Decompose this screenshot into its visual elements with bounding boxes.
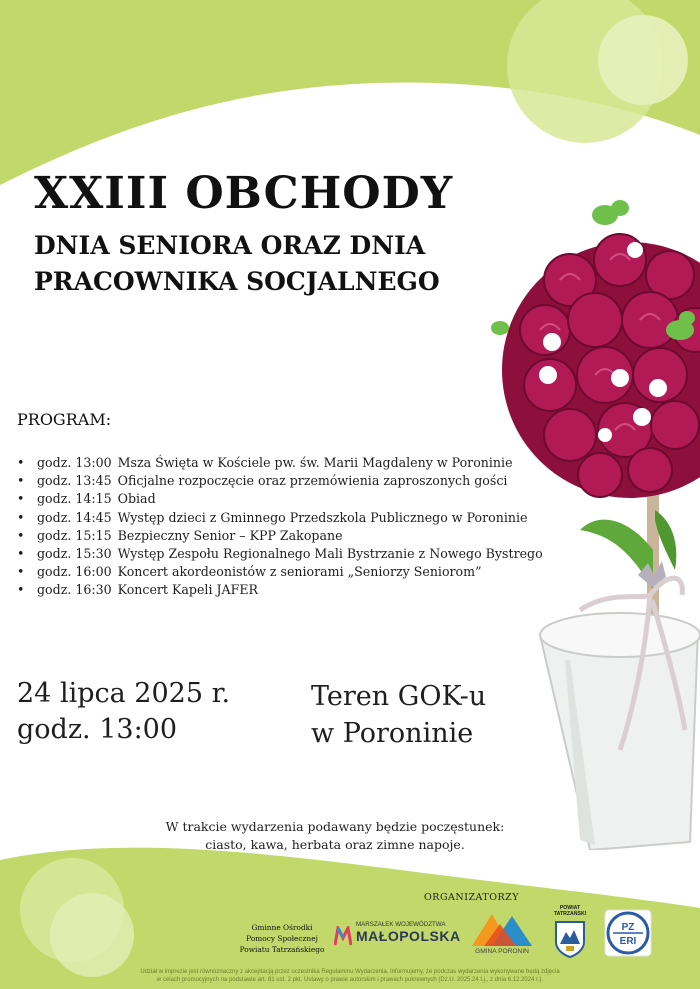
bullet-icon: • (17, 527, 25, 543)
program-text: Bezpieczny Senior – KPP Zakopane (117, 527, 343, 543)
program-time: godz. 16:30 (37, 582, 112, 598)
malopolska-logo (334, 920, 462, 950)
program-item (17, 490, 543, 508)
event-venue-block (311, 678, 486, 752)
program-time: godz. 13:45 (37, 473, 112, 489)
refreshments-line2: ciasto, kawa, herbata oraz zimne napoje. (205, 837, 465, 852)
powiat-caption (548, 906, 592, 917)
bullet-icon: • (17, 491, 25, 507)
program-text: Msza Święta w Kościele pw. św. Marii Magdaleny w Poroninie (117, 455, 513, 470)
gmina-mountains-icon (470, 910, 534, 948)
pzeri-logo (604, 909, 652, 957)
pzeri-top-text: PZ (621, 922, 635, 933)
legal-line2: w celach promocyjnych na podstawie art. 81 ust. 2 pkt. Ustawy o prawie autorskim i prawach pokrewnych (Dz.U. 2025.24 t.j., z dnia 6.12.2024 r.). (156, 977, 544, 983)
event-subtitle-line2: PRACOWNIKA SOCJALNEGO (34, 267, 440, 296)
program-time: godz. 15:30 (37, 546, 112, 562)
program-text: Koncert Kapeli JAFER (117, 582, 259, 598)
malopolska-big-text: MAŁOPOLSKA (356, 928, 461, 944)
program-text: Obiad (117, 491, 156, 507)
program-item (17, 545, 543, 563)
event-subtitle (34, 228, 440, 300)
bullet-icon: • (17, 509, 25, 525)
program-text: Występ Zespołu Regionalnego Mali Bystrzanie z Nowego Bystrego (117, 546, 543, 562)
powiat-caption-line2: TATRZAŃSKI (553, 910, 587, 917)
program-time: godz. 14:15 (37, 491, 112, 507)
organizers-label: ORGANIZATORZY (424, 892, 520, 903)
program-item (17, 454, 543, 472)
white-pot-illustration (540, 630, 698, 850)
bullet-icon: • (17, 564, 25, 580)
gops-line2: Pomocy Społecznej (246, 934, 318, 943)
pzeri-badge-icon (604, 909, 652, 957)
program-item (17, 527, 543, 545)
event-venue-line1: Teren GOK-u (311, 681, 487, 712)
event-subtitle-line1: DNIA SENIORA ORAZ DNIA (34, 231, 426, 260)
event-date-block (17, 676, 230, 748)
pot-rim (540, 613, 700, 657)
pzeri-bottom-text: ERI (619, 936, 637, 947)
bullet-icon: • (17, 455, 25, 470)
legal-notice (80, 968, 620, 984)
gops-line1: Gminne Ośrodki (251, 923, 313, 932)
malopolska-mark-icon (334, 926, 352, 946)
gops-line3: Powiatu Tatrzańskiego (239, 945, 325, 954)
program-time: godz. 15:15 (37, 527, 112, 543)
powiat-crest-icon (554, 920, 586, 958)
program-item (17, 472, 543, 490)
program-heading: PROGRAM: (17, 410, 112, 429)
program-item (17, 581, 543, 599)
bullet-icon: • (17, 582, 25, 598)
bullet-icon: • (17, 473, 25, 489)
gmina-poronin-logo (464, 910, 540, 958)
stem-leaf-left (580, 520, 653, 590)
event-title: XXIII OBCHODY (34, 168, 454, 219)
bottom-left-bubble-inner (50, 893, 134, 977)
powiat-caption-line1: POWIAT (559, 905, 581, 911)
program-time: godz. 16:00 (37, 564, 112, 580)
gops-logo-text (222, 922, 342, 955)
refreshments-note (140, 818, 530, 854)
top-right-bubble-small (598, 15, 688, 105)
program-text: Koncert akordeonistów z seniorami „Seniorzy Seniorom” (117, 564, 482, 580)
program-text: Występ dzieci z Gminnego Przedszkola Publicznego w Poroninie (117, 509, 528, 525)
program-time: godz. 14:45 (37, 509, 112, 525)
program-list (17, 454, 543, 600)
powiat-tatrzanski-logo (548, 906, 592, 960)
program-item (17, 563, 543, 581)
event-start-time: godz. 13:00 (17, 714, 178, 745)
event-date: 24 lipca 2025 r. (17, 678, 231, 709)
malopolska-small-text: MARSZAŁEK WOJEWÓDZTWA (356, 921, 446, 928)
program-time: godz. 13:00 (37, 455, 112, 470)
bullet-icon: • (17, 546, 25, 562)
legal-line1: Udział w imprezie jest równoznaczny z akceptacją przez uczestnika Regulaminu Wydarzenia. Informujemy, że podczas wydarzenia wykonywane będą zdjęcia (140, 969, 560, 975)
refreshments-line1: W trakcie wydarzenia podawany będzie poczęstunek: (165, 819, 505, 834)
program-text: Oficjalne rozpoczęcie oraz przemówienia zaproszonych gości (117, 473, 508, 489)
event-venue-line2: w Poroninie (311, 718, 474, 749)
program-item (17, 509, 543, 527)
gmina-caption: GMINA PORONIN (475, 948, 529, 955)
